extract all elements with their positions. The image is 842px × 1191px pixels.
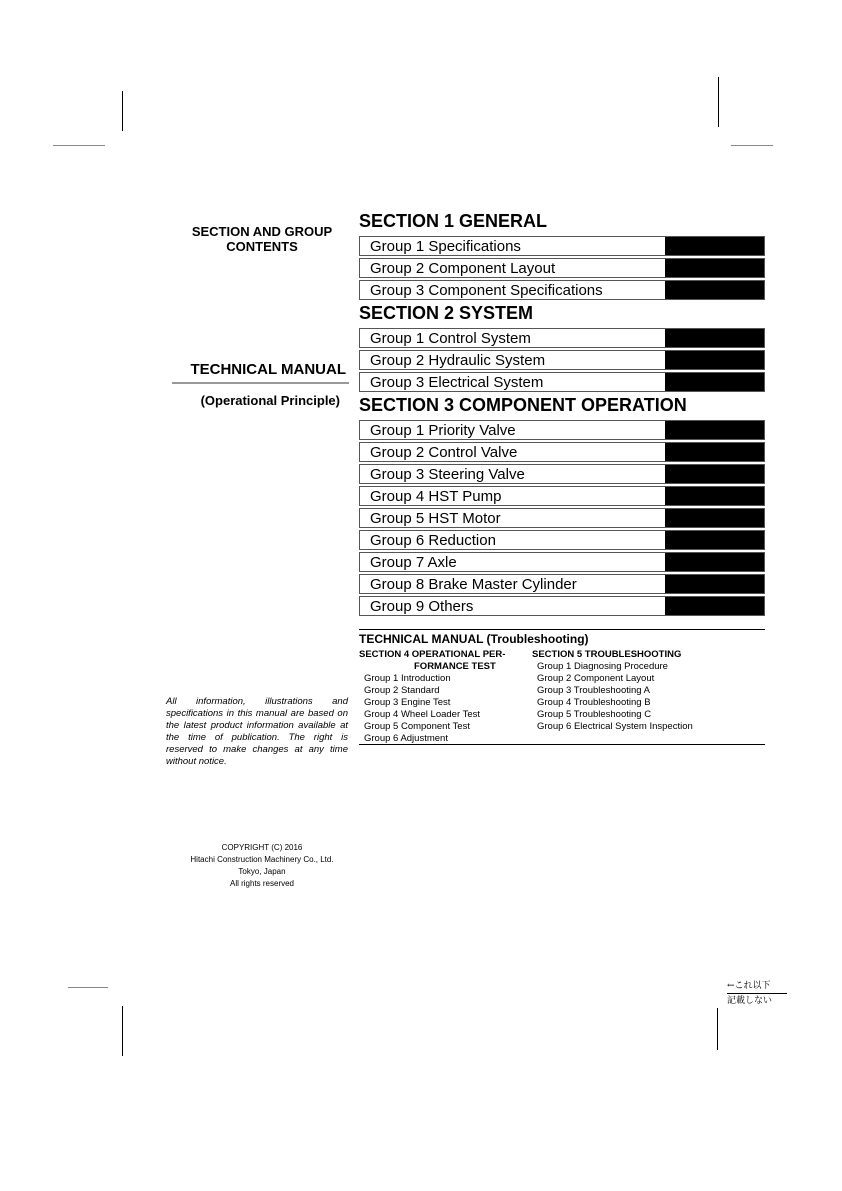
index-tab — [665, 237, 764, 255]
group-row[interactable] — [359, 530, 765, 550]
group-row[interactable] — [359, 464, 765, 484]
crop-mark-top-right-vertical — [718, 77, 719, 127]
crop-mark-bottom-right-vertical — [717, 1008, 718, 1050]
group-label[interactable]: Group 6 Reduction — [370, 532, 496, 549]
section-5-heading: SECTION 5 TROUBLESHOOTING — [532, 649, 682, 660]
section-3-title: SECTION 3 COMPONENT OPERATION — [359, 395, 687, 415]
group-row[interactable] — [359, 442, 765, 462]
copyright-company: Hitachi Construction Machinery Co., Ltd. — [190, 855, 334, 864]
manual-title: TECHNICAL MANUAL — [190, 361, 346, 378]
group-row[interactable] — [359, 596, 765, 616]
crop-mark-top-left-vertical — [122, 91, 123, 131]
group-row[interactable] — [359, 236, 765, 256]
group-row[interactable] — [359, 552, 765, 572]
section-2-title: SECTION 2 SYSTEM — [359, 303, 534, 323]
index-tab — [665, 421, 764, 439]
group-label[interactable]: Group 1 Specifications — [370, 238, 521, 255]
troubleshooting-title: TECHNICAL MANUAL (Troubleshooting) — [359, 629, 765, 646]
index-tab — [665, 553, 764, 571]
footnote — [727, 979, 787, 1008]
index-tab — [665, 443, 764, 461]
section-2-group-list — [359, 328, 765, 394]
section-4-heading-cont: FORMANCE TEST — [414, 661, 496, 672]
copyright-location: Tokyo, Japan — [238, 867, 286, 876]
list-item[interactable]: Group 2 Standard — [364, 685, 440, 696]
copyright-block — [172, 842, 352, 890]
index-tab — [665, 281, 764, 299]
troubleshooting-bottom-rule — [359, 744, 765, 745]
manual-subtitle: (Operational Principle) — [200, 393, 340, 408]
index-tab — [665, 465, 764, 483]
list-item[interactable]: Group 5 Component Test — [364, 721, 470, 732]
section-1-group-list — [359, 236, 765, 302]
index-tab — [665, 575, 764, 593]
crop-mark-top-right-horizontal — [731, 145, 773, 146]
group-label[interactable]: Group 2 Hydraulic System — [370, 352, 546, 369]
group-label[interactable]: Group 3 Electrical System — [370, 374, 544, 391]
group-row[interactable] — [359, 420, 765, 440]
group-row[interactable] — [359, 574, 765, 594]
crop-mark-bottom-left-vertical — [122, 1006, 123, 1056]
list-item[interactable]: Group 4 Troubleshooting B — [537, 697, 651, 708]
group-label[interactable]: Group 8 Brake Master Cylinder — [370, 576, 577, 593]
index-tab — [665, 487, 764, 505]
group-row[interactable] — [359, 328, 765, 348]
group-row[interactable] — [359, 350, 765, 370]
index-tab — [665, 351, 764, 369]
section-1-title: SECTION 1 GENERAL — [359, 211, 548, 231]
index-tab — [665, 259, 764, 277]
list-item[interactable]: Group 3 Troubleshooting A — [537, 685, 651, 696]
group-label[interactable]: Group 3 Steering Valve — [370, 466, 525, 483]
index-tab — [665, 373, 764, 391]
list-item[interactable]: Group 4 Wheel Loader Test — [364, 709, 481, 720]
list-item[interactable]: Group 3 Engine Test — [364, 697, 451, 708]
list-item[interactable]: Group 5 Troubleshooting C — [537, 709, 652, 720]
index-tab — [665, 531, 764, 549]
section-5-column — [532, 649, 765, 733]
group-label[interactable]: Group 7 Axle — [370, 554, 457, 571]
contents-heading: SECTION AND GROUP CONTENTS — [191, 224, 333, 254]
section-4-heading: SECTION 4 OPERATIONAL PER- — [359, 649, 506, 660]
list-item[interactable]: Group 1 Introduction — [364, 673, 451, 684]
crop-mark-bottom-left-horizontal — [68, 987, 108, 988]
list-item[interactable]: Group 1 Diagnosing Procedure — [537, 661, 668, 672]
crop-mark-top-left-horizontal — [53, 145, 105, 146]
group-label[interactable]: Group 5 HST Motor — [370, 510, 501, 527]
group-row[interactable] — [359, 508, 765, 528]
group-label[interactable]: Group 1 Control System — [370, 330, 531, 347]
group-row[interactable] — [359, 258, 765, 278]
group-label[interactable]: Group 4 HST Pump — [370, 488, 502, 505]
group-label[interactable]: Group 2 Control Valve — [370, 444, 518, 461]
index-tab — [665, 597, 764, 615]
group-row[interactable] — [359, 280, 765, 300]
index-tab — [665, 509, 764, 527]
list-item[interactable]: Group 2 Component Layout — [537, 673, 655, 684]
disclaimer-text: All information, illustrations and specifications in this manual are based on the latest product information available at the time of publication. The right is reserved to make changes at any time without notice. — [166, 696, 348, 767]
copyright-rights: All rights reserved — [229, 879, 295, 888]
manual-title-rule — [172, 382, 349, 384]
group-label[interactable]: Group 2 Component Layout — [370, 260, 556, 277]
index-tab — [665, 329, 764, 347]
group-row[interactable] — [359, 486, 765, 506]
list-item[interactable]: Group 6 Adjustment — [364, 733, 448, 744]
section-4-column — [359, 649, 529, 745]
footnote-line-1: ←これ以下 — [727, 979, 787, 994]
group-label[interactable]: Group 3 Component Specifications — [370, 282, 603, 299]
section-3-group-list — [359, 420, 765, 618]
footnote-line-2: 記載しない — [727, 996, 773, 1006]
copyright-line: COPYRIGHT (C) 2016 — [221, 843, 303, 852]
group-label[interactable]: Group 9 Others — [370, 598, 474, 615]
list-item[interactable]: Group 6 Electrical System Inspection — [537, 721, 693, 732]
group-row[interactable] — [359, 372, 765, 392]
group-label[interactable]: Group 1 Priority Valve — [370, 422, 516, 439]
